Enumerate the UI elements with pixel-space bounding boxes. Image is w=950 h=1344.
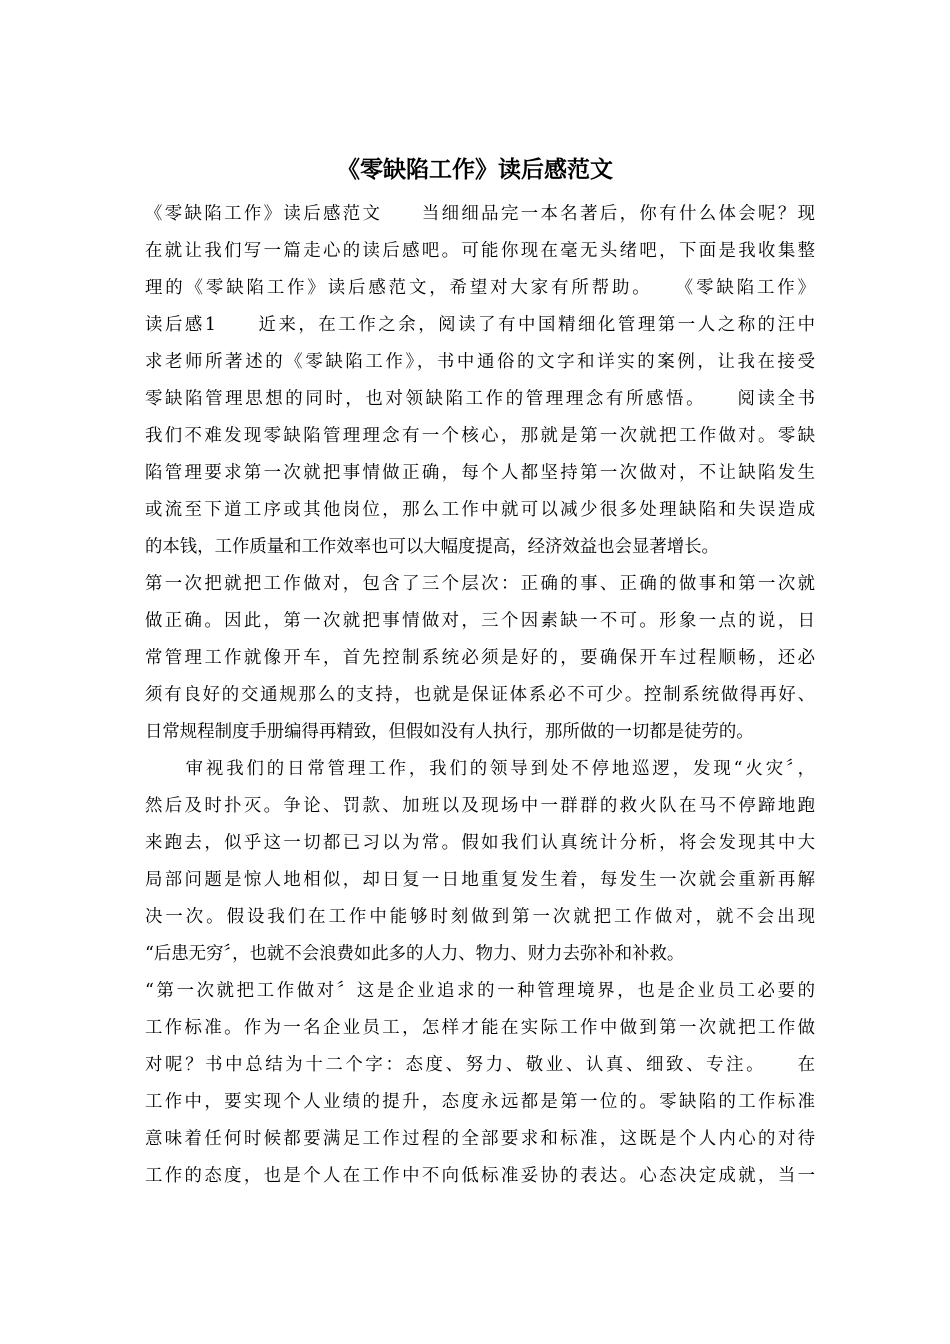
text-line: 须有良好的交通规那么的支持，也就是保证体系必不可少。控制系统做得再好、 [145, 685, 815, 705]
text-line: 来跑去，似乎这一切都已习以为常。假如我们认真统计分析，将会发现其中大 [145, 833, 815, 853]
text-line: 对呢？书中总结为十二个字：态度、努力、敬业、认真、细致、专注。 在 [145, 1055, 815, 1075]
text-line: 工作标准。作为一名企业员工，怎样才能在实际工作中做到第一次就把工作做 [145, 1018, 815, 1038]
text-line: 我们不难发现零缺陷管理理念有一个核心，那就是第一次就把工作做对。零缺 [145, 426, 815, 446]
text-line: 审视我们的日常管理工作，我们的领导到处不停地巡逻，发现“火灾〞， [145, 759, 815, 779]
text-line: 工作中，要实现个人业绩的提升，态度永远都是第一位的。零缺陷的工作标准 [145, 1092, 815, 1112]
text-line: 意味着任何时候都要满足工作过程的全部要求和标准，这既是个人内心的对待 [145, 1129, 815, 1149]
text-line: 理的《零缺陷工作》读后感范文，希望对大家有所帮助。 《零缺陷工作》 [145, 278, 815, 298]
document-body [145, 196, 815, 1195]
text-line: “第一次就把工作做对〞这是企业追求的一种管理境界，也是企业员工必要的 [145, 981, 815, 1001]
text-line: 做正确。因此，第一次就把事情做对，三个因素缺一不可。形象一点的说，日 [145, 611, 815, 631]
text-line: “后患无穷〞，也就不会浪费如此多的人力、物力、财力去弥补和补救。 [145, 944, 685, 964]
text-line: 读后感1 近来，在工作之余，阅读了有中国精细化管理第一人之称的汪中 [145, 315, 815, 335]
text-line: 在就让我们写一篇走心的读后感吧。可能你现在毫无头绪吧，下面是我收集整 [145, 241, 815, 261]
text-line: 日常规程制度手册编得再精致，但假如没有人执行，那所做的一切都是徒劳的。 [145, 722, 754, 742]
text-line: 求老师所著述的《零缺陷工作》，书中通俗的文字和详实的案例，让我在接受 [145, 352, 815, 372]
text-line: 《零缺陷工作》读后感范文 当细细品完一本名著后，你有什么体会呢？现 [145, 204, 815, 224]
text-line: 零缺陷管理思想的同时，也对领缺陷工作的管理理念有所感悟。 阅读全书 [145, 389, 815, 409]
text-line: 常管理工作就像开车，首先控制系统必须是好的，要确保开车过程顺畅，还必 [145, 648, 815, 668]
text-line: 然后及时扑灭。争论、罚款、加班以及现场中一群群的救火队在马不停蹄地跑 [145, 796, 815, 816]
text-line: 陷管理要求第一次就把事情做正确，每个人都坚持第一次做对，不让缺陷发生 [145, 463, 815, 483]
text-line: 决一次。假设我们在工作中能够时刻做到第一次就把工作做对，就不会出现 [145, 907, 815, 927]
document-title: 《零缺陷工作》读后感范文 [337, 156, 613, 183]
text-line: 局部问题是惊人地相似，却日复一日地重复发生着，每发生一次就会重新再解 [145, 870, 815, 890]
text-line: 的本钱，工作质量和工作效率也可以大幅度提高，经济效益也会显著增长。 [145, 537, 719, 557]
text-line: 工作的态度，也是个人在工作中不向低标准妥协的表达。心态决定成就，当一 [145, 1166, 815, 1186]
text-line: 第一次把就把工作做对，包含了三个层次：正确的事、正确的做事和第一次就 [145, 574, 815, 594]
text-line: 或流至下道工序或其他岗位，那么工作中就可以减少很多处理缺陷和失误造成 [145, 500, 815, 520]
